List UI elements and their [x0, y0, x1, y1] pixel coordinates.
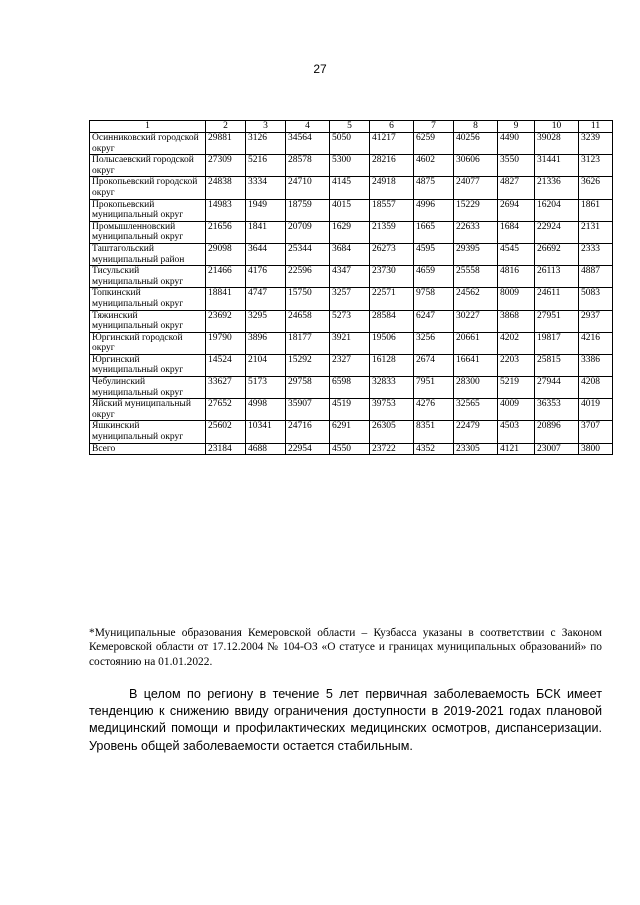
row-municipality-name: Промышленновский муниципальный округ [90, 221, 206, 243]
table-cell: 4875 [414, 177, 454, 199]
table-cell: 4827 [498, 177, 535, 199]
table-cell: 1629 [330, 221, 370, 243]
row-municipality-name: Юргинский городской округ [90, 332, 206, 354]
table-cell: 26692 [535, 243, 579, 265]
table-cell: 22633 [454, 221, 498, 243]
table-cell: 9758 [414, 288, 454, 310]
table-cell: 3707 [579, 421, 613, 443]
table-cell: 14983 [206, 199, 246, 221]
table-row [90, 155, 613, 177]
table-cell: 35907 [286, 399, 330, 421]
table-cell: 4347 [330, 266, 370, 288]
row-municipality-name: Тисульский муниципальный округ [90, 266, 206, 288]
table-cell: 4276 [414, 399, 454, 421]
table-cell: 4490 [498, 133, 535, 155]
table-cell: 4352 [414, 443, 454, 455]
table-cell: 3800 [579, 443, 613, 455]
table-cell: 5219 [498, 377, 535, 399]
table-cell: 28578 [286, 155, 330, 177]
table-row [90, 332, 613, 354]
table-cell: 24611 [535, 288, 579, 310]
table-cell: 5273 [330, 310, 370, 332]
column-header-3: 3 [246, 121, 286, 133]
table-cell: 5216 [246, 155, 286, 177]
table-cell: 24918 [370, 177, 414, 199]
table-cell: 4145 [330, 177, 370, 199]
table-cell: 4176 [246, 266, 286, 288]
table-row [90, 133, 613, 155]
table-cell: 4887 [579, 266, 613, 288]
table-header-row [90, 121, 613, 133]
table-cell: 4747 [246, 288, 286, 310]
table-cell: 5050 [330, 133, 370, 155]
table-cell: 15229 [454, 199, 498, 221]
page-number: 27 [313, 62, 327, 76]
table-cell: 29758 [286, 377, 330, 399]
table-cell: 2131 [579, 221, 613, 243]
table-cell: 2203 [498, 354, 535, 376]
table-row [90, 288, 613, 310]
table-cell: 23722 [370, 443, 414, 455]
table-cell: 5083 [579, 288, 613, 310]
table-cell: 3256 [414, 332, 454, 354]
table-cell: 2674 [414, 354, 454, 376]
table-cell: 23730 [370, 266, 414, 288]
table-cell: 2327 [330, 354, 370, 376]
table-cell: 3257 [330, 288, 370, 310]
table-cell: 21359 [370, 221, 414, 243]
table-cell: 32833 [370, 377, 414, 399]
column-header-6: 6 [370, 121, 414, 133]
table-cell: 3896 [246, 332, 286, 354]
table-cell: 3239 [579, 133, 613, 155]
table-cell: 4688 [246, 443, 286, 455]
table-cell: 30227 [454, 310, 498, 332]
table-cell: 27652 [206, 399, 246, 421]
table-row [90, 221, 613, 243]
column-header-4: 4 [286, 121, 330, 133]
table-cell: 4019 [579, 399, 613, 421]
table-cell: 25344 [286, 243, 330, 265]
table-cell: 27309 [206, 155, 246, 177]
row-municipality-name: Осинниковский городской округ [90, 133, 206, 155]
table-cell: 29098 [206, 243, 246, 265]
table-row [90, 243, 613, 265]
table-row [90, 399, 613, 421]
table-cell: 25815 [535, 354, 579, 376]
table-cell: 14524 [206, 354, 246, 376]
table-cell: 6291 [330, 421, 370, 443]
table-cell: 28584 [370, 310, 414, 332]
column-header-5: 5 [330, 121, 370, 133]
table-cell: 6259 [414, 133, 454, 155]
table-cell: 30606 [454, 155, 498, 177]
table-cell: 4503 [498, 421, 535, 443]
row-municipality-name: Яшкинский муниципальный округ [90, 421, 206, 443]
table-cell: 3921 [330, 332, 370, 354]
table-cell: 22596 [286, 266, 330, 288]
column-header-9: 9 [498, 121, 535, 133]
table-cell: 28300 [454, 377, 498, 399]
table-cell: 3868 [498, 310, 535, 332]
table-cell: 2694 [498, 199, 535, 221]
table-cell: 23692 [206, 310, 246, 332]
table-row [90, 421, 613, 443]
summary-paragraph: В целом по региону в течение 5 лет первичная заболеваемость БСК имеет тенденцию к снижению ввиду ограничения доступности в 2019-2021 годах плановой медицинский помощи и профилактических медицинских осмотров, диспансеризации. Уровень общей заболеваемости остается стабильным. [89, 687, 602, 753]
table-cell: 26305 [370, 421, 414, 443]
table-cell: 27951 [535, 310, 579, 332]
table-cell: 1949 [246, 199, 286, 221]
table-cell: 1665 [414, 221, 454, 243]
table-cell: 39028 [535, 133, 579, 155]
table-cell: 32565 [454, 399, 498, 421]
table-cell: 4659 [414, 266, 454, 288]
table-cell: 4602 [414, 155, 454, 177]
table-cell: 4121 [498, 443, 535, 455]
column-header-8: 8 [454, 121, 498, 133]
table-cell: 3295 [246, 310, 286, 332]
table-cell: 21336 [535, 177, 579, 199]
table-cell: 39753 [370, 399, 414, 421]
table-cell: 16641 [454, 354, 498, 376]
table-cell: 3386 [579, 354, 613, 376]
table-cell: 3644 [246, 243, 286, 265]
row-municipality-name: Полысаевский городской округ [90, 155, 206, 177]
table-cell: 3626 [579, 177, 613, 199]
table-cell: 24658 [286, 310, 330, 332]
table-cell: 3334 [246, 177, 286, 199]
table-cell: 6247 [414, 310, 454, 332]
table-cell: 15750 [286, 288, 330, 310]
column-header-2: 2 [206, 121, 246, 133]
table-cell: 24077 [454, 177, 498, 199]
table-cell: 3550 [498, 155, 535, 177]
row-municipality-name: Чебулинский муниципальный округ [90, 377, 206, 399]
table-cell: 33627 [206, 377, 246, 399]
table-row [90, 377, 613, 399]
table-cell: 3684 [330, 243, 370, 265]
table-cell: 25558 [454, 266, 498, 288]
table-cell: 4216 [579, 332, 613, 354]
table-cell: 24838 [206, 177, 246, 199]
table-cell: 34564 [286, 133, 330, 155]
table-cell: 18759 [286, 199, 330, 221]
table-cell: 4550 [330, 443, 370, 455]
table-cell: 1841 [246, 221, 286, 243]
table-row [90, 310, 613, 332]
table-cell: 23184 [206, 443, 246, 455]
column-header-10: 10 [535, 121, 579, 133]
table-cell: 29395 [454, 243, 498, 265]
row-municipality-name: Прокопьевский городской округ [90, 177, 206, 199]
row-municipality-name: Топкинский муниципальный округ [90, 288, 206, 310]
row-municipality-name: Таштагольский муниципальный район [90, 243, 206, 265]
row-municipality-name: Юргинский муниципальный округ [90, 354, 206, 376]
table-cell: 24710 [286, 177, 330, 199]
table-cell: 4202 [498, 332, 535, 354]
table-cell: 8009 [498, 288, 535, 310]
table-cell: 10341 [246, 421, 286, 443]
table-cell: 40256 [454, 133, 498, 155]
table-cell: 24562 [454, 288, 498, 310]
table-cell: 4816 [498, 266, 535, 288]
table-cell: 4208 [579, 377, 613, 399]
table-cell: 1861 [579, 199, 613, 221]
table-cell: 18177 [286, 332, 330, 354]
table-cell: 27944 [535, 377, 579, 399]
table-cell: 23305 [454, 443, 498, 455]
table-cell: 4595 [414, 243, 454, 265]
table-cell: 1684 [498, 221, 535, 243]
table-cell: 18557 [370, 199, 414, 221]
row-municipality-name: Всего [90, 443, 206, 455]
table-cell: 22924 [535, 221, 579, 243]
table-row [90, 177, 613, 199]
table-cell: 19790 [206, 332, 246, 354]
table-cell: 4545 [498, 243, 535, 265]
table-footnote: *Муниципальные образования Кемеровской области – Кузбасса указаны в соответствии с Законом Кемеровской области от 17.12.2004 № 104-ОЗ «О статусе и границах муниципальных образований» по состоянию на 01.01.2022. [89, 627, 602, 668]
table-cell: 28216 [370, 155, 414, 177]
table-cell: 15292 [286, 354, 330, 376]
table-row [90, 354, 613, 376]
table-cell: 16204 [535, 199, 579, 221]
table-row [90, 443, 613, 455]
table-cell: 3123 [579, 155, 613, 177]
table-cell: 4009 [498, 399, 535, 421]
table-cell: 4998 [246, 399, 286, 421]
table-cell: 2937 [579, 310, 613, 332]
table-cell: 3126 [246, 133, 286, 155]
table-cell: 8351 [414, 421, 454, 443]
table-cell: 4996 [414, 199, 454, 221]
table-cell: 23007 [535, 443, 579, 455]
table-cell: 4519 [330, 399, 370, 421]
column-header-1: 1 [90, 121, 206, 133]
table-cell: 22954 [286, 443, 330, 455]
table-cell: 6598 [330, 377, 370, 399]
column-header-7: 7 [414, 121, 454, 133]
table-row [90, 266, 613, 288]
table-cell: 21466 [206, 266, 246, 288]
table-cell: 26273 [370, 243, 414, 265]
row-municipality-name: Яйский муниципальный округ [90, 399, 206, 421]
table-cell: 41217 [370, 133, 414, 155]
table-body [90, 133, 613, 455]
table-cell: 20709 [286, 221, 330, 243]
table-cell: 29881 [206, 133, 246, 155]
table-cell: 5173 [246, 377, 286, 399]
table-cell: 2104 [246, 354, 286, 376]
table-cell: 5300 [330, 155, 370, 177]
table-cell: 18841 [206, 288, 246, 310]
table-row [90, 199, 613, 221]
table-cell: 4015 [330, 199, 370, 221]
table-cell: 26113 [535, 266, 579, 288]
table-cell: 20896 [535, 421, 579, 443]
morbidity-table [89, 120, 613, 455]
table-cell: 20661 [454, 332, 498, 354]
table-cell: 19506 [370, 332, 414, 354]
table-cell: 21656 [206, 221, 246, 243]
table-cell: 2333 [579, 243, 613, 265]
table-cell: 31441 [535, 155, 579, 177]
table-cell: 22571 [370, 288, 414, 310]
row-municipality-name: Тяжинский муниципальный округ [90, 310, 206, 332]
table-cell: 19817 [535, 332, 579, 354]
column-header-11: 11 [579, 121, 613, 133]
table-cell: 22479 [454, 421, 498, 443]
row-municipality-name: Прокопьевский муниципальный округ [90, 199, 206, 221]
table-cell: 16128 [370, 354, 414, 376]
table-cell: 36353 [535, 399, 579, 421]
table-cell: 24716 [286, 421, 330, 443]
table-cell: 7951 [414, 377, 454, 399]
table-cell: 25602 [206, 421, 246, 443]
